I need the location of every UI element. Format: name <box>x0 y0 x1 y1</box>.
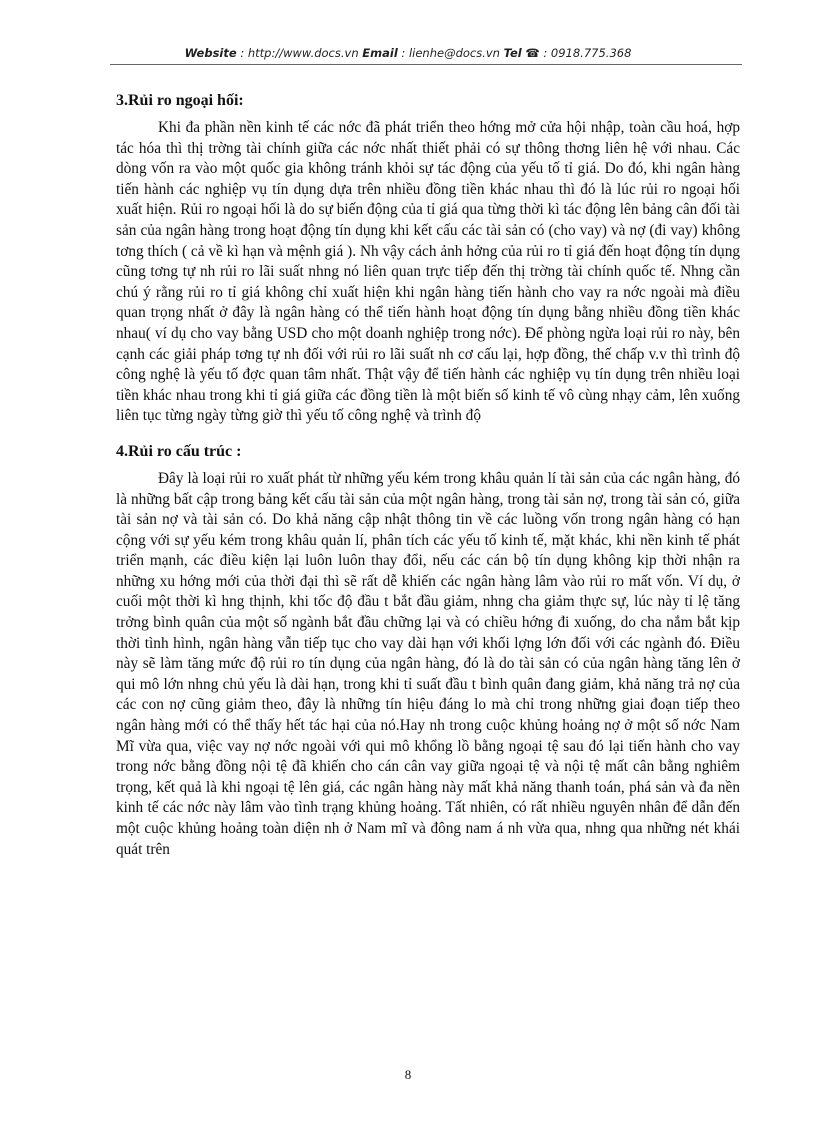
email-value: : lienhe@docs.vn <box>401 46 500 60</box>
website-value: : http://www.docs.vn <box>240 46 359 60</box>
tel-label: Tel <box>503 46 522 60</box>
tel-value: : 0918.775.368 <box>543 46 632 60</box>
phone-icon: ☎ <box>525 46 540 60</box>
section-heading-structural-risk: 4.Rủi ro cấu trúc : <box>116 442 242 460</box>
website-label: Website <box>184 46 237 60</box>
email-label: Email <box>362 46 398 60</box>
document-body <box>116 92 740 860</box>
section-heading-foreign-exchange-risk: 3.Rủi ro ngoại hối: <box>116 92 244 109</box>
section-paragraph-structural-risk: Đây là loại rủi ro xuất phát từ những yếu kém trong khâu quản lí tài sản của các ngân hàng, đó là những bất cập trong bảng kết cấu tài sản của một ngân hàng, trong tài sản nợ, trong tài sản có, giữa tài sản nợ và tài sản có. Do khả năng cập nhật thông tin về các luồng vốn trong ngân hàng có hạn cộng với sự yếu kém trong khâu quản lí, phân tích các yếu tố kinh tế, mặt khác, khi nền kinh tế phát triển mạnh, các điều kiện lại luôn luôn thay đổi, nếu các cán bộ tín dụng không kịp thời nhận ra những xu hớng mới của thời đại thì sẽ rất dễ khiến các ngân hàng lâm vào rủi ro mất vốn. Ví dụ, ở cuối một thời kì hng thịnh, khi tốc độ đầu t bắt đầu giảm, nhng cha giảm thực sự, lúc này tỉ lệ tăng trởng bình quân của một số ngành bắt đầu chững lại và có chiều hớng đi xuống, do cha nắm bắt kịp thời tình hình, ngân hàng vẫn tiếp tục cho vay dài hạn với khối lợng lớn đối với các ngành đó. Điều này sẽ làm tăng mức độ rủi ro tín dụng của ngân hàng, đó là do tài sản có của ngân hàng tăng lên ở qui mô lớn nhng chủ yếu là dài hạn, trong khi tỉ suất đầu t bình quân đang giảm, khả năng trả nợ của các con nợ cũng giảm theo, đây là những tín hiệu đáng lo mà chỉ trong những giai đoạn tiếp theo ngân hàng mới có thể thấy hết tác hại của nó.Hay nh trong cuộc khủng hoảng nợ ở một số nớc Nam Mĩ vừa qua, việc vay nợ nớc ngoài với qui mô khổng lồ bằng ngoại tệ sau đó lại tiến hành cho vay trong nớc bằng đồng nội tệ đã khiến cho cán cân vay giữa ngoại tệ và nội tệ mất cân bằng nghiêm trọng, kết quả là khi ngoại tệ lên giá, các ngân hàng này mất khả năng thanh toán, phá sản và đa nền kinh tế các nớc này lâm vào tình trạng khủng hoảng. Tất nhiên, có rất nhiều nguyên nhân để dẫn đến một cuộc khủng hoảng toàn diện nh ở Nam mĩ và đông nam á nh vừa qua, nhng qua những nét khái quát trên <box>116 469 740 858</box>
page-header <box>0 46 816 60</box>
header-divider <box>110 64 742 65</box>
page-number: 8 <box>404 1067 412 1082</box>
section-paragraph-foreign-exchange-risk: Khi đa phần nền kinh tế các nớc đã phát triển theo hớng mở cửa hội nhập, toàn cầu hoá, hợp tác hóa thì thị trờng tài chính giữa các nớc nhất thiết phải có sự thông thơng liên hệ với nhau. Các dòng vốn ra vào một quốc gia không tránh khỏi sự tác động của yếu tố tỉ giá. Do đó, khi ngân hàng tiến hành các nghiệp vụ tín dụng dựa trên nhiều đồng tiền khác nhau thì đó là lúc rủi ro ngoại hối xuất hiện. Rủi ro ngoại hối là do sự biến động của tỉ giá qua từng thời kì tác động lên bảng cân đối tài sản của ngân hàng trong hoạt động tín dụng khi kết cấu các tài sản có (cho vay) và nợ (đi vay) không tơng thích ( cả về kì hạn và mệnh giá ). Nh vậy cách ảnh hởng của rủi ro tỉ giá đến hoạt động tín dụng cũng tơng tự nh rủi ro lãi suất nhng nó liên quan trực tiếp đến thị trờng tài chính quốc tế. Nhng cần chú ý rằng rủi ro tỉ giá không chỉ xuất hiện khi ngân hàng tiến hành cho vay ra nớc ngoài mà điều quan trọng nhất ở đây là ngân hàng có thể tiến hành hoạt động tín dụng bằng nhiều đồng tiền khác nhau( ví dụ cho vay bằng USD cho một doanh nghiệp trong nớc). Để phòng ngừa loại rủi ro này, bên cạnh các giải pháp tơng tự nh đối với rủi ro lãi suất nh cơ cấu lại, hợp đồng, thế chấp v.v thì trình độ công nghệ là yếu tố đợc quan tâm nhất. Thật vậy để tiến hành các nghiệp vụ tín dụng trên nhiều loại tiền khác nhau trong khi tỉ giá giữa các đồng tiền là một biến số kinh tế vô cùng nhạy cảm, lên xuống liên tục từng ngày từng giờ thì yếu tố công nghệ và trình độ <box>116 119 740 425</box>
